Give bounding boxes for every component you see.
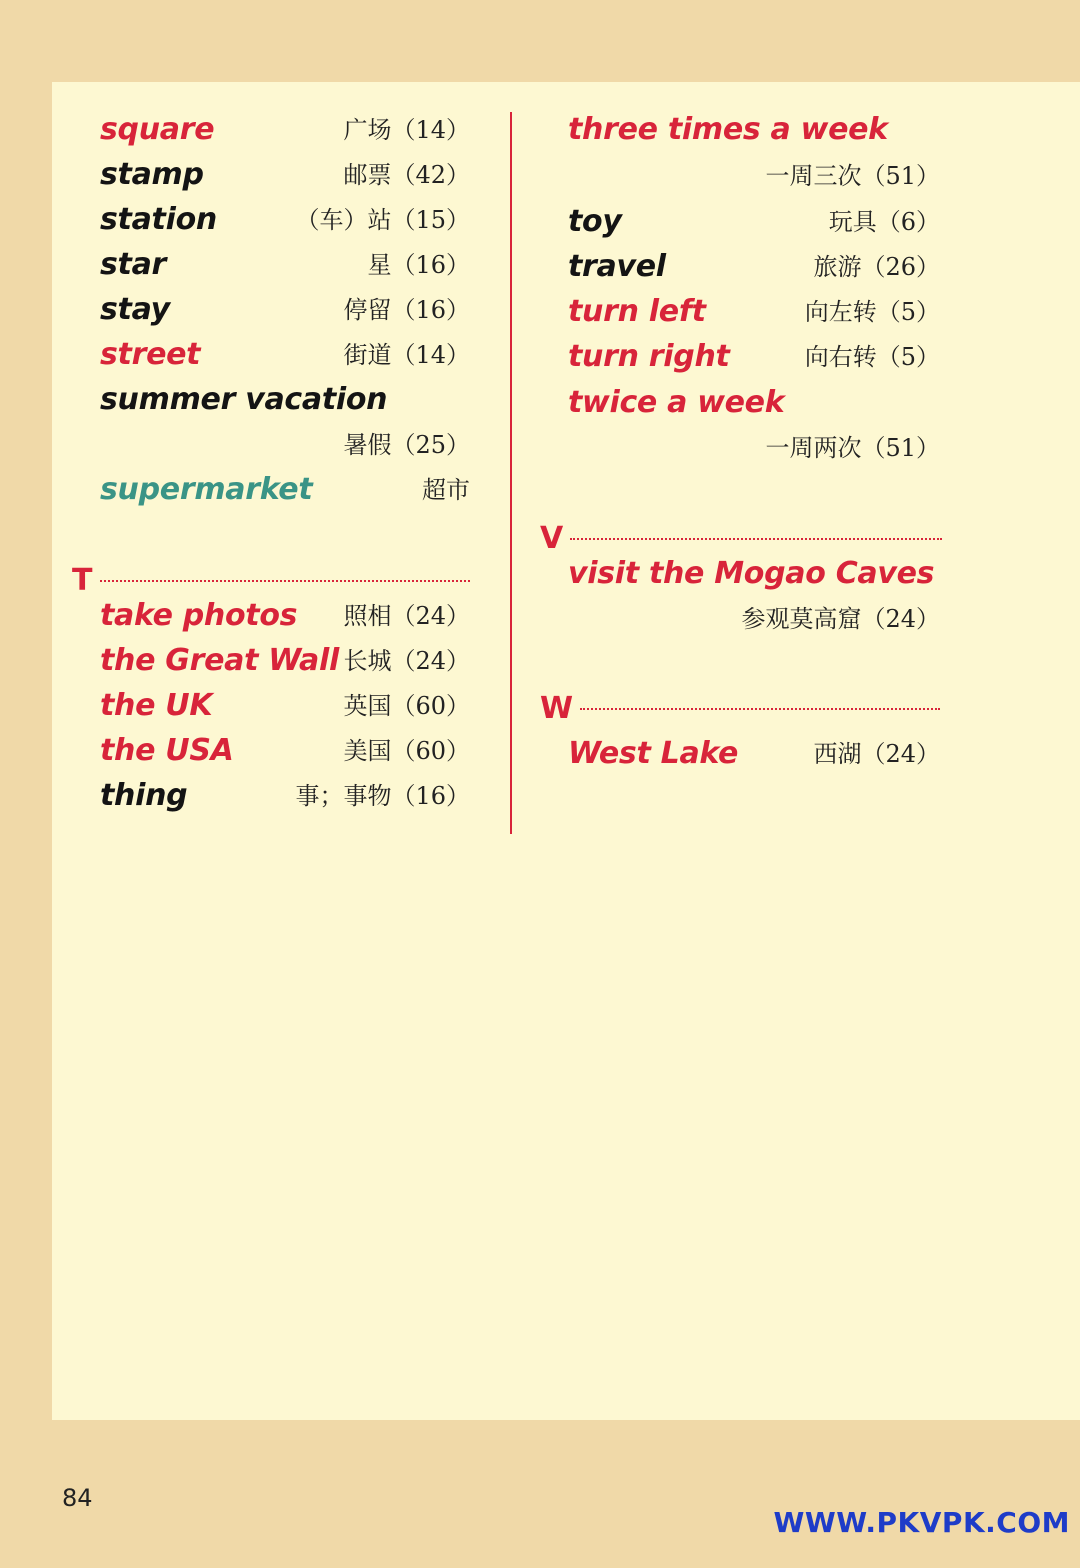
entry-word: West Lake [568, 736, 739, 771]
entry-word: supermarket [100, 472, 313, 507]
entry-word: stamp [100, 157, 204, 192]
entry-word: thing [100, 778, 188, 813]
entry-word: turn left [568, 294, 706, 329]
entry-translation: 停留（16） [343, 296, 470, 324]
entry-word: take photos [100, 598, 298, 633]
entry-translation: 向右转（5） [804, 343, 940, 371]
entry-word: summer vacation [100, 382, 388, 417]
entry-word: travel [568, 249, 666, 284]
entry-translation: 长城（24） [343, 647, 470, 675]
section-letter-w: W [540, 691, 574, 726]
entry-translation: 参观莫高窟（24） [741, 605, 940, 633]
entry-word: visit the Mogao Caves [568, 556, 935, 591]
entry-translation: 美国（60） [343, 737, 470, 765]
entry-translation: 广场（14） [343, 116, 470, 144]
entry-word: square [100, 112, 215, 147]
entry-word: toy [568, 204, 622, 239]
entry-translation: 玩具（6） [828, 208, 940, 236]
section-letter-v: V [540, 521, 564, 556]
entry-word: street [100, 337, 201, 372]
entry-word: stay [100, 292, 170, 327]
entry-translation: 街道（14） [343, 341, 470, 369]
section-dotted-rule [580, 708, 940, 710]
entry-translation: 向左转（5） [804, 298, 940, 326]
section-letter-t: T [72, 563, 93, 598]
entry-translation: 英国（60） [343, 692, 470, 720]
entry-translation: （车）站（15） [295, 206, 470, 234]
entry-translation: 旅游（26） [813, 253, 940, 281]
entry-word: the UK [100, 688, 213, 723]
entry-translation: 超市 [422, 476, 470, 504]
column-divider [510, 112, 512, 834]
entry-word: the USA [100, 733, 234, 768]
entry-word: star [100, 247, 167, 282]
entry-translation: 照相（24） [343, 602, 470, 630]
entry-word: three times a week [568, 112, 888, 147]
entry-translation: 西湖（24） [813, 740, 940, 768]
entry-translation: 一周两次（51） [765, 434, 940, 462]
watermark: WWW.PKVPK.COM [773, 1506, 1070, 1539]
section-dotted-rule [100, 580, 470, 582]
page-number: 84 [62, 1484, 93, 1512]
section-dotted-rule [570, 538, 942, 540]
entry-translation: 邮票（42） [343, 161, 470, 189]
entry-translation: 星（16） [367, 251, 470, 279]
entry-word: the Great Wall [100, 643, 339, 678]
entry-translation: 一周三次（51） [765, 162, 940, 190]
entry-word: twice a week [568, 385, 785, 420]
entry-word: station [100, 202, 217, 237]
entry-translation: 事；事物（16） [295, 782, 470, 810]
entry-word: turn right [568, 339, 730, 374]
entry-translation: 暑假（25） [343, 431, 470, 459]
